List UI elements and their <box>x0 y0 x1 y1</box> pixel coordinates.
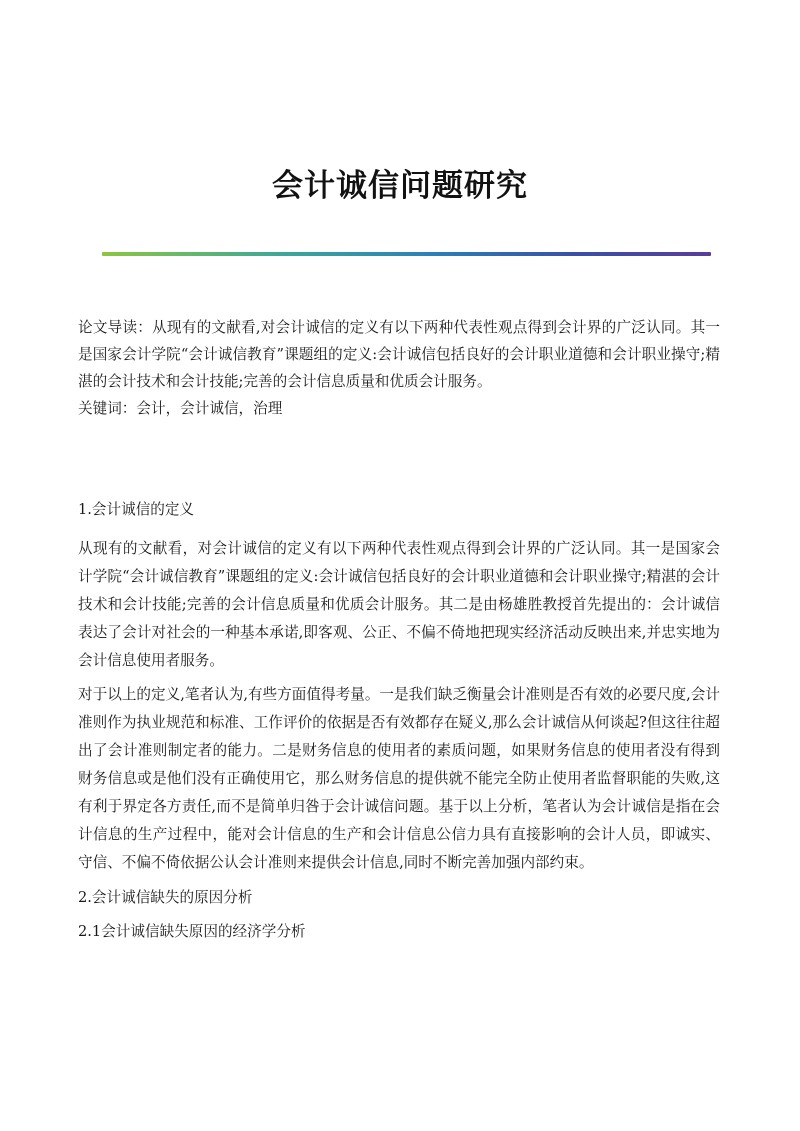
section-2-1-heading: 2.1会计诚信缺失原因的经济学分析 <box>78 923 306 940</box>
spacer <box>78 521 720 535</box>
spacer <box>78 877 720 887</box>
abstract-intro: 论文导读：从现有的文献看,对会计诚信的定义有以下两种代表性观点得到会计界的广泛认同。其一是国家会计学院“会计诚信教育”课题组的定义:会计诚信包括良好的会计职业道德和会计职业操守;精湛的会计技术和会计技能;完善的会计信息质量和优质会计服务。 <box>78 319 720 390</box>
title-divider <box>102 252 711 256</box>
spacer <box>78 909 720 921</box>
keywords: 关键词：会计，会计诚信，治理 <box>78 400 283 417</box>
section-1-paragraph-2: 对于以上的定义,笔者认为,有些方面值得考量。一是我们缺乏衡量会计准则是否有效的必要尺度,会计准则作为执业规范和标准、工作评价的依据是否有效都存在疑义,那么会计诚信从何谈起?但这往往超出了会计准则制定者的能力。二是财务信息的使用者的素质问题，如果财务信息的使用者没有得到财务信息或是他们没有正确使用它，那么财务信息的提供就不能完全防止使用者监督职能的失败,这有利于界定各方责任,而不是简单归咎于会计诚信问题。基于以上分析，笔者认为会计诚信是指在会计信息的生产过程中，能对会计信息的生产和会计信息公信力具有直接影响的会计人员，即诚实、守信、不偏不倚依据公认会计准则来提供会计信息,同时不断完善加强内部约束。 <box>78 686 720 871</box>
section-1-heading: 1.会计诚信的定义 <box>78 501 195 518</box>
section-2-heading: 2.会计诚信缺失的原因分析 <box>78 889 253 906</box>
abstract-block <box>78 314 720 422</box>
section-1-paragraph-1: 从现有的文献看，对会计诚信的定义有以下两种代表性观点得到会计界的广泛认同。其一是国家会计学院“会计诚信教育”课题组的定义:会计诚信包括良好的会计职业道德和会计职业操守;精湛的会计技术和会计技能;完善的会计信息质量和优质会计服务。其二是由杨雄胜教授首先提出的：会计诚信表达了会计对社会的一种基本承诺,即客观、公正、不偏不倚地把现实经济活动反映出来,并忠实地为会计信息使用者服务。 <box>78 540 720 669</box>
document-title: 会计诚信问题研究 <box>272 168 528 204</box>
body-text <box>78 499 720 943</box>
